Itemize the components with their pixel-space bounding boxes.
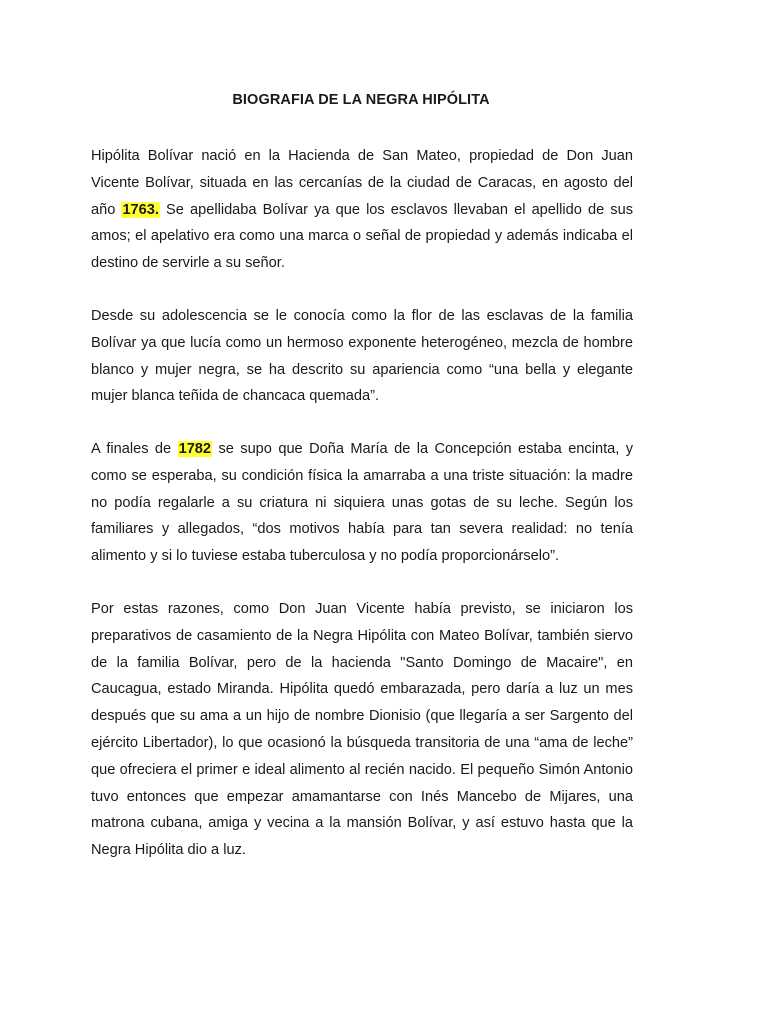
document-title: BIOGRAFIA DE LA NEGRA HIPÓLITA [232, 92, 490, 108]
paragraph-text: A finales de [91, 441, 178, 457]
paragraph-marriage: Por estas razones, como Don Juan Vicente había previsto, se iniciaron los preparativos de casamiento de la Negra Hipólita con Mateo Bolívar, también siervo de la familia Bolívar, pero de la hacienda "Santo Domingo de Macaire", en Caucagua, estado Miranda. Hipólita quedó embarazada, pero daría a luz un mes después que su ama a un hijo de nombre Dionisio (que llegaría a ser Sargento del ejército Libertador), lo que ocasionó la búsqueda transitoria de una “ama de leche” que ofreciera el primer e ideal alimento al recién nacido. El pequeño Simón Antonio tuvo entonces que empezar amamantarse con Inés Mancebo de Mijares, una matrona cubana, amiga y vecina a la mansión Bolívar, y así estuvo hasta que la Negra Hipólita dio a luz. [91, 601, 633, 859]
paragraph-text: Hipólita Bolívar nació en la Hacienda de San Mateo, propiedad de Don Juan Vicente Bolívar, situada en las cercanías de la ciudad de Caracas, en agosto del año [91, 148, 633, 218]
paragraph-birth [91, 143, 633, 277]
highlighted-year: 1782 [178, 441, 212, 457]
paragraph-text: se supo que Doña María de la Concepción estaba encinta, y como se esperaba, su condición física la amarraba a una triste situación: la madre no podía regalarle a su criatura ni siquiera unas gotas de su leche. Según los familiares y allegados, “dos motivos había para tan severa realidad: no tenía alimento y si lo tuviese estaba tuberculosa y no podía proporcionárselo”. [91, 441, 634, 565]
highlighted-year: 1763. [122, 201, 159, 218]
paragraph-adolescence: Desde su adolescencia se le conocía como la flor de las esclavas de la familia Bolívar ya que lucía como un hermoso exponente heterogéneo, mezcla de hombre blanco y mujer negra, se ha descrito su apariencia como “una bella y elegante mujer blanca teñida de chancaca quemada”. [91, 308, 633, 405]
paragraph-text: Se apellidaba Bolívar ya que los esclavos llevaban el apellido de sus amos; el apelativo era como una marca o señal de propiedad y además indicaba el destino de servirle a su señor. [91, 201, 633, 272]
paragraph-pregnancy [91, 436, 633, 570]
